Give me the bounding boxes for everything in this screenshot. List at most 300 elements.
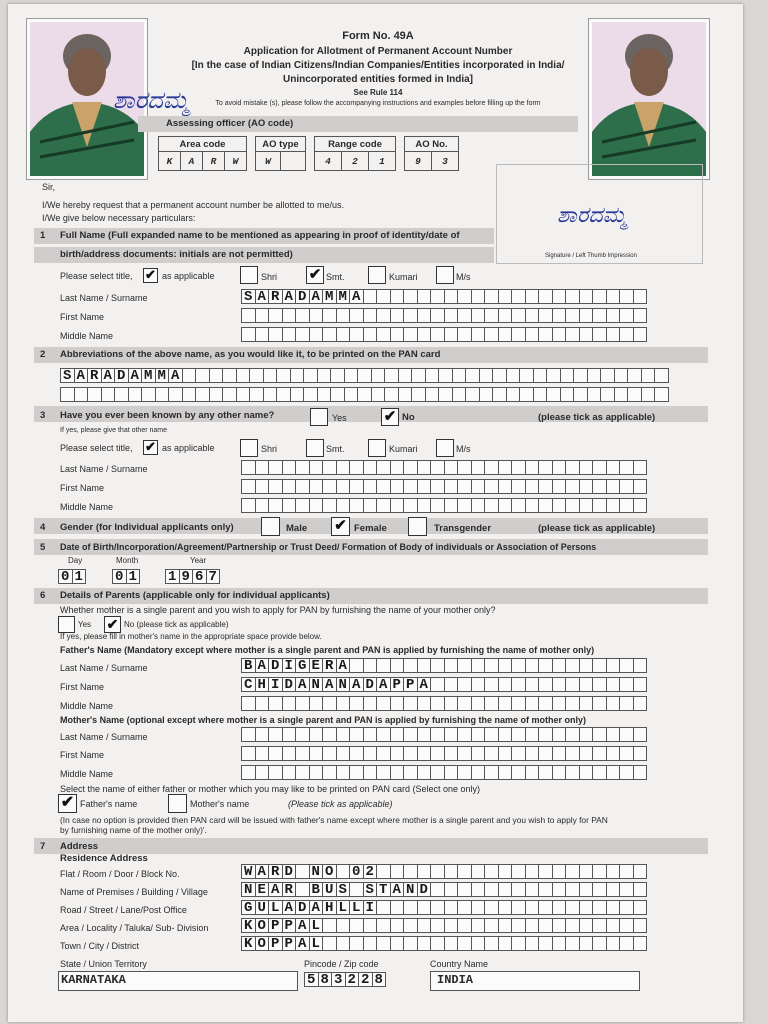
char-cell[interactable] (633, 727, 648, 742)
char-cell[interactable]: G (295, 658, 310, 673)
char-cell[interactable] (579, 460, 594, 475)
char-cell[interactable] (538, 479, 553, 494)
char-cell[interactable] (390, 498, 405, 513)
char-cell[interactable] (471, 727, 486, 742)
char-cell[interactable] (592, 327, 607, 342)
char-cell[interactable] (309, 765, 324, 780)
char-cell[interactable] (579, 882, 594, 897)
char-cell[interactable] (511, 918, 526, 933)
char-cell[interactable] (606, 864, 621, 879)
char-cell[interactable] (565, 900, 580, 915)
char-cell[interactable] (484, 677, 499, 692)
char-cell[interactable] (619, 696, 634, 711)
char-cell[interactable] (525, 765, 540, 780)
char-cell[interactable] (606, 498, 621, 513)
s1-shri-checkbox[interactable] (240, 266, 258, 284)
char-cell[interactable] (209, 387, 224, 402)
char-cell[interactable]: L (336, 900, 351, 915)
char-cell[interactable] (552, 882, 567, 897)
char-cell[interactable] (295, 327, 310, 342)
char-cell[interactable] (241, 308, 256, 323)
ao-area-cell[interactable]: A (181, 152, 203, 171)
char-cell[interactable] (538, 327, 553, 342)
char-cell[interactable] (236, 368, 251, 383)
char-cell[interactable] (511, 289, 526, 304)
char-cell[interactable] (457, 308, 472, 323)
char-cell[interactable] (552, 327, 567, 342)
char-cell[interactable] (363, 918, 378, 933)
char-cell[interactable] (430, 308, 445, 323)
char-cell[interactable] (511, 479, 526, 494)
char-cell[interactable]: R (268, 864, 283, 879)
char-cell[interactable] (390, 658, 405, 673)
char-cell[interactable]: A (255, 864, 270, 879)
char-cell[interactable] (398, 368, 413, 383)
char-cell[interactable] (511, 498, 526, 513)
char-cell[interactable]: H (255, 677, 270, 692)
char-cell[interactable] (295, 479, 310, 494)
char-cell[interactable] (241, 727, 256, 742)
char-cell[interactable] (363, 460, 378, 475)
char-cell[interactable] (471, 658, 486, 673)
char-cell[interactable] (282, 460, 297, 475)
char-cell[interactable] (403, 289, 418, 304)
char-cell[interactable] (444, 727, 459, 742)
char-cell[interactable] (403, 658, 418, 673)
char-cell[interactable] (592, 677, 607, 692)
char-cell[interactable]: O (255, 936, 270, 951)
s5-year-grid[interactable] (165, 569, 219, 584)
char-cell[interactable] (606, 308, 621, 323)
char-cell[interactable] (525, 658, 540, 673)
char-cell[interactable] (276, 368, 291, 383)
char-cell[interactable] (552, 460, 567, 475)
char-cell[interactable] (430, 765, 445, 780)
char-cell[interactable] (533, 368, 548, 383)
char-cell[interactable] (606, 460, 621, 475)
s3-last-name-grid[interactable] (241, 460, 646, 475)
char-cell[interactable] (465, 387, 480, 402)
char-cell[interactable] (511, 460, 526, 475)
char-cell[interactable] (322, 918, 337, 933)
char-cell[interactable] (336, 936, 351, 951)
char-cell[interactable] (376, 658, 391, 673)
char-cell[interactable] (430, 727, 445, 742)
char-cell[interactable] (255, 498, 270, 513)
char-cell[interactable] (444, 936, 459, 951)
char-cell[interactable]: R (87, 368, 102, 383)
char-cell[interactable] (492, 368, 507, 383)
char-cell[interactable] (592, 658, 607, 673)
char-cell[interactable] (430, 746, 445, 761)
char-cell[interactable] (425, 387, 440, 402)
char-cell[interactable] (565, 864, 580, 879)
s7-flat-grid[interactable] (241, 864, 646, 879)
s3-yes-checkbox[interactable] (310, 408, 328, 426)
char-cell[interactable] (411, 387, 426, 402)
char-cell[interactable] (430, 327, 445, 342)
char-cell[interactable] (403, 308, 418, 323)
s6-mother-last-grid[interactable] (241, 727, 646, 742)
s7-road-grid[interactable] (241, 900, 646, 915)
char-cell[interactable] (606, 765, 621, 780)
char-cell[interactable] (484, 900, 499, 915)
char-cell[interactable] (498, 327, 513, 342)
char-cell[interactable] (579, 727, 594, 742)
char-cell[interactable]: A (322, 677, 337, 692)
char-cell[interactable] (336, 498, 351, 513)
char-cell[interactable]: 1 (126, 569, 141, 584)
char-cell[interactable]: 1 (72, 569, 87, 584)
char-cell[interactable] (565, 936, 580, 951)
char-cell[interactable] (363, 765, 378, 780)
char-cell[interactable] (498, 460, 513, 475)
s6-mothers-name-checkbox[interactable] (168, 794, 187, 813)
char-cell[interactable] (349, 765, 364, 780)
char-cell[interactable]: D (268, 658, 283, 673)
char-cell[interactable] (349, 936, 364, 951)
char-cell[interactable] (471, 936, 486, 951)
s1-first-name-grid[interactable] (241, 308, 646, 323)
char-cell[interactable] (263, 368, 278, 383)
char-cell[interactable] (633, 882, 648, 897)
char-cell[interactable] (417, 696, 432, 711)
char-cell[interactable] (295, 460, 310, 475)
char-cell[interactable] (619, 460, 634, 475)
char-cell[interactable] (444, 327, 459, 342)
char-cell[interactable] (619, 308, 634, 323)
char-cell[interactable] (498, 498, 513, 513)
char-cell[interactable] (336, 864, 351, 879)
char-cell[interactable] (619, 900, 634, 915)
signature-box[interactable] (496, 164, 703, 264)
char-cell[interactable] (614, 368, 629, 383)
char-cell[interactable] (457, 936, 472, 951)
s1-ms-checkbox[interactable] (436, 266, 454, 284)
char-cell[interactable]: N (241, 882, 256, 897)
char-cell[interactable] (519, 387, 534, 402)
s7-town-grid[interactable] (241, 936, 646, 951)
char-cell[interactable] (357, 368, 372, 383)
char-cell[interactable]: I (268, 677, 283, 692)
char-cell[interactable] (484, 696, 499, 711)
char-cell[interactable] (592, 900, 607, 915)
char-cell[interactable] (268, 327, 283, 342)
s3-middle-name-grid[interactable] (241, 498, 646, 513)
char-cell[interactable]: K (241, 936, 256, 951)
char-cell[interactable] (336, 479, 351, 494)
char-cell[interactable]: A (268, 882, 283, 897)
char-cell[interactable]: A (128, 368, 143, 383)
char-cell[interactable] (376, 746, 391, 761)
char-cell[interactable] (330, 387, 345, 402)
char-cell[interactable] (452, 387, 467, 402)
char-cell[interactable]: G (241, 900, 256, 915)
char-cell[interactable] (403, 727, 418, 742)
char-cell[interactable] (236, 387, 251, 402)
char-cell[interactable] (255, 746, 270, 761)
char-cell[interactable] (276, 387, 291, 402)
char-cell[interactable] (606, 900, 621, 915)
char-cell[interactable] (282, 498, 297, 513)
char-cell[interactable] (538, 727, 553, 742)
char-cell[interactable] (457, 677, 472, 692)
char-cell[interactable]: H (322, 900, 337, 915)
char-cell[interactable] (403, 765, 418, 780)
char-cell[interactable] (511, 882, 526, 897)
char-cell[interactable]: S (363, 882, 378, 897)
char-cell[interactable]: A (336, 658, 351, 673)
char-cell[interactable] (268, 727, 283, 742)
char-cell[interactable] (390, 746, 405, 761)
char-cell[interactable] (241, 765, 256, 780)
char-cell[interactable] (430, 460, 445, 475)
char-cell[interactable] (484, 289, 499, 304)
char-cell[interactable]: N (309, 864, 324, 879)
char-cell[interactable] (268, 498, 283, 513)
char-cell[interactable] (303, 368, 318, 383)
char-cell[interactable] (579, 746, 594, 761)
char-cell[interactable] (195, 368, 210, 383)
char-cell[interactable] (60, 387, 75, 402)
char-cell[interactable] (633, 746, 648, 761)
char-cell[interactable] (525, 327, 540, 342)
char-cell[interactable] (376, 727, 391, 742)
char-cell[interactable] (633, 327, 648, 342)
char-cell[interactable]: A (376, 677, 391, 692)
char-cell[interactable]: D (282, 864, 297, 879)
char-cell[interactable] (600, 387, 615, 402)
char-cell[interactable] (560, 368, 575, 383)
char-cell[interactable] (349, 727, 364, 742)
char-cell[interactable] (384, 368, 399, 383)
char-cell[interactable] (155, 387, 170, 402)
char-cell[interactable] (141, 387, 156, 402)
s1-middle-name-grid[interactable] (241, 327, 646, 342)
char-cell[interactable]: 5 (304, 972, 319, 987)
char-cell[interactable]: O (255, 918, 270, 933)
char-cell[interactable]: P (282, 936, 297, 951)
char-cell[interactable] (457, 696, 472, 711)
char-cell[interactable] (592, 479, 607, 494)
char-cell[interactable] (484, 746, 499, 761)
char-cell[interactable] (255, 460, 270, 475)
char-cell[interactable] (309, 327, 324, 342)
char-cell[interactable] (322, 727, 337, 742)
char-cell[interactable] (538, 918, 553, 933)
char-cell[interactable] (565, 696, 580, 711)
char-cell[interactable] (309, 479, 324, 494)
char-cell[interactable] (255, 479, 270, 494)
char-cell[interactable]: D (295, 289, 310, 304)
s6-fathers-name-checkbox[interactable]: ✔ (58, 794, 77, 813)
char-cell[interactable] (579, 677, 594, 692)
char-cell[interactable] (363, 696, 378, 711)
char-cell[interactable] (457, 460, 472, 475)
char-cell[interactable]: 8 (318, 972, 333, 987)
char-cell[interactable] (565, 882, 580, 897)
char-cell[interactable] (579, 918, 594, 933)
char-cell[interactable]: A (349, 677, 364, 692)
s6-mother-first-grid[interactable] (241, 746, 646, 761)
char-cell[interactable] (452, 368, 467, 383)
char-cell[interactable] (390, 936, 405, 951)
char-cell[interactable] (457, 327, 472, 342)
char-cell[interactable] (498, 658, 513, 673)
char-cell[interactable] (336, 460, 351, 475)
s1-kumari-checkbox[interactable] (368, 266, 386, 284)
char-cell[interactable] (282, 479, 297, 494)
char-cell[interactable] (241, 696, 256, 711)
char-cell[interactable] (606, 479, 621, 494)
char-cell[interactable] (249, 368, 264, 383)
char-cell[interactable] (444, 746, 459, 761)
s6-father-middle-grid[interactable] (241, 696, 646, 711)
char-cell[interactable]: I (363, 900, 378, 915)
char-cell[interactable] (282, 746, 297, 761)
char-cell[interactable] (606, 696, 621, 711)
char-cell[interactable] (384, 387, 399, 402)
char-cell[interactable] (417, 289, 432, 304)
char-cell[interactable] (241, 460, 256, 475)
char-cell[interactable] (633, 936, 648, 951)
char-cell[interactable] (552, 658, 567, 673)
char-cell[interactable] (654, 387, 669, 402)
char-cell[interactable]: P (403, 677, 418, 692)
char-cell[interactable] (444, 498, 459, 513)
char-cell[interactable] (592, 727, 607, 742)
char-cell[interactable] (587, 387, 602, 402)
char-cell[interactable] (498, 677, 513, 692)
char-cell[interactable] (349, 460, 364, 475)
char-cell[interactable] (498, 727, 513, 742)
char-cell[interactable] (336, 308, 351, 323)
char-cell[interactable]: 2 (363, 864, 378, 879)
char-cell[interactable] (336, 918, 351, 933)
s2-abbrev-grid-2[interactable] (60, 387, 668, 402)
char-cell[interactable] (430, 479, 445, 494)
char-cell[interactable] (430, 498, 445, 513)
ao-no-cell[interactable]: 9 (405, 152, 432, 171)
char-cell[interactable] (457, 498, 472, 513)
char-cell[interactable] (411, 368, 426, 383)
char-cell[interactable]: R (322, 658, 337, 673)
char-cell[interactable] (484, 918, 499, 933)
char-cell[interactable] (533, 387, 548, 402)
char-cell[interactable] (525, 746, 540, 761)
char-cell[interactable] (268, 765, 283, 780)
char-cell[interactable] (363, 308, 378, 323)
char-cell[interactable]: E (255, 882, 270, 897)
char-cell[interactable] (619, 327, 634, 342)
char-cell[interactable] (606, 936, 621, 951)
char-cell[interactable] (633, 765, 648, 780)
char-cell[interactable] (322, 460, 337, 475)
char-cell[interactable] (565, 658, 580, 673)
ao-type-cell[interactable]: W (256, 152, 281, 171)
char-cell[interactable] (268, 696, 283, 711)
char-cell[interactable] (552, 900, 567, 915)
char-cell[interactable] (303, 387, 318, 402)
char-cell[interactable] (538, 936, 553, 951)
char-cell[interactable] (511, 727, 526, 742)
char-cell[interactable]: S (336, 882, 351, 897)
char-cell[interactable]: 6 (192, 569, 207, 584)
char-cell[interactable] (309, 460, 324, 475)
char-cell[interactable] (282, 765, 297, 780)
char-cell[interactable] (444, 658, 459, 673)
char-cell[interactable]: 8 (372, 972, 387, 987)
char-cell[interactable] (633, 900, 648, 915)
s5-month-grid[interactable] (112, 569, 139, 584)
char-cell[interactable] (619, 498, 634, 513)
char-cell[interactable] (579, 658, 594, 673)
char-cell[interactable] (525, 864, 540, 879)
char-cell[interactable] (479, 387, 494, 402)
char-cell[interactable] (506, 368, 521, 383)
char-cell[interactable]: A (309, 900, 324, 915)
char-cell[interactable] (573, 387, 588, 402)
char-cell[interactable] (525, 289, 540, 304)
char-cell[interactable] (619, 918, 634, 933)
char-cell[interactable] (538, 308, 553, 323)
char-cell[interactable] (538, 498, 553, 513)
char-cell[interactable] (363, 498, 378, 513)
char-cell[interactable] (579, 864, 594, 879)
char-cell[interactable]: A (282, 289, 297, 304)
char-cell[interactable] (322, 936, 337, 951)
char-cell[interactable] (592, 918, 607, 933)
char-cell[interactable] (290, 368, 305, 383)
char-cell[interactable] (295, 727, 310, 742)
char-cell[interactable] (484, 727, 499, 742)
char-cell[interactable] (417, 658, 432, 673)
char-cell[interactable] (322, 765, 337, 780)
char-cell[interactable]: 3 (331, 972, 346, 987)
char-cell[interactable] (222, 368, 237, 383)
char-cell[interactable] (430, 289, 445, 304)
char-cell[interactable] (349, 479, 364, 494)
char-cell[interactable]: M (155, 368, 170, 383)
char-cell[interactable] (403, 327, 418, 342)
char-cell[interactable] (444, 918, 459, 933)
s3-shri-checkbox[interactable] (240, 439, 258, 457)
char-cell[interactable] (619, 936, 634, 951)
char-cell[interactable] (484, 864, 499, 879)
char-cell[interactable] (552, 677, 567, 692)
char-cell[interactable] (376, 936, 391, 951)
char-cell[interactable]: P (390, 677, 405, 692)
char-cell[interactable] (363, 936, 378, 951)
char-cell[interactable] (511, 658, 526, 673)
char-cell[interactable] (322, 746, 337, 761)
char-cell[interactable] (606, 746, 621, 761)
char-cell[interactable] (349, 882, 364, 897)
char-cell[interactable]: U (255, 900, 270, 915)
char-cell[interactable] (525, 918, 540, 933)
char-cell[interactable] (182, 368, 197, 383)
char-cell[interactable] (614, 387, 629, 402)
char-cell[interactable] (268, 746, 283, 761)
char-cell[interactable] (457, 864, 472, 879)
char-cell[interactable] (376, 479, 391, 494)
char-cell[interactable] (484, 765, 499, 780)
s6-father-last-grid[interactable] (241, 658, 646, 673)
char-cell[interactable] (444, 882, 459, 897)
char-cell[interactable] (471, 746, 486, 761)
char-cell[interactable] (282, 308, 297, 323)
char-cell[interactable] (525, 460, 540, 475)
